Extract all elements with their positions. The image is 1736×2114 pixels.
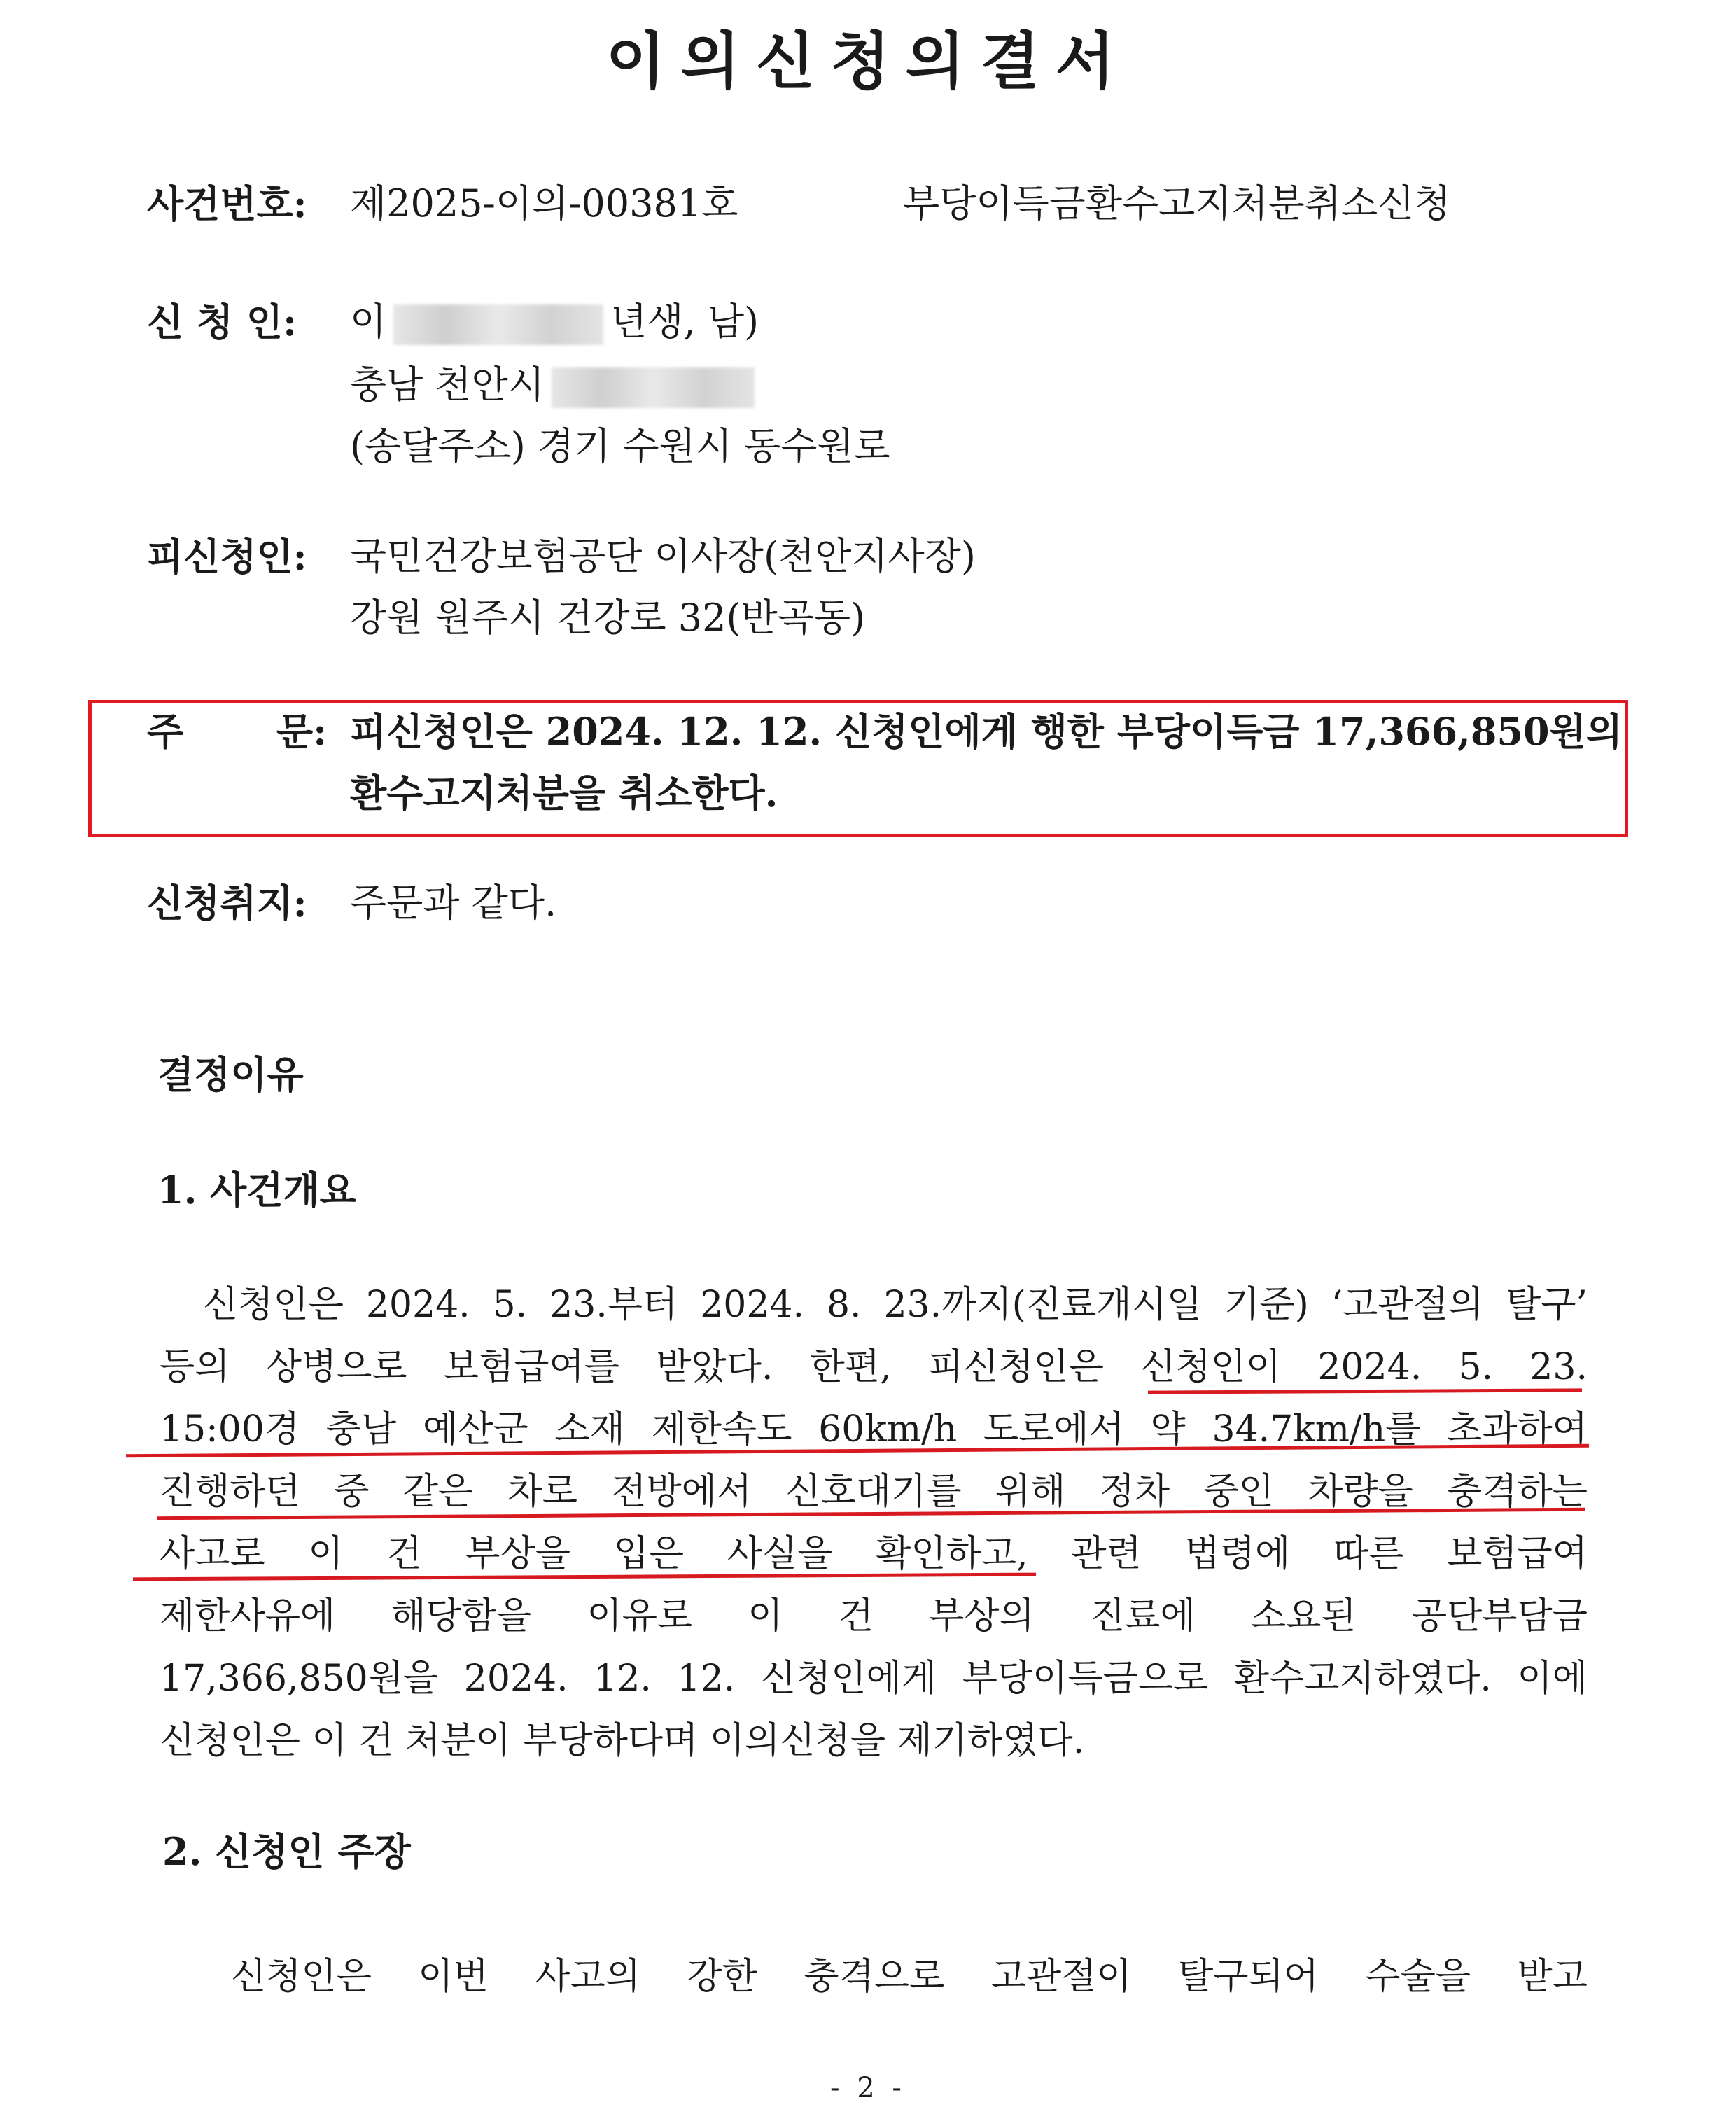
case-subject: 부당이득금환수고지처분취소신청 — [903, 181, 1451, 225]
purpose-label: 신청취지: — [147, 881, 307, 925]
section1-line: 제한사유에 해당함을 이유로 이 건 부상의 진료에 소요된 공단부담금 — [160, 1595, 1588, 1637]
applicant-birth-info: 년생, 남) — [610, 300, 760, 344]
applicant-address-prefix: 충남 천안시 — [350, 363, 545, 407]
page-number: - 2 - — [830, 2072, 906, 2104]
section1-line: 15:00경 충남 예산군 소재 제한속도 60km/h 도로에서 약 34.7km/h를 초과하여 — [160, 1408, 1588, 1450]
section2-heading: 2. 신청인 주장 — [162, 1829, 411, 1874]
section1-line: 사고로 이 건 부상을 입은 사실을 확인하고, 관련 법령에 따른 보험급여 — [160, 1533, 1588, 1575]
case-number: 제2025-이의-00381호 — [350, 181, 738, 225]
redacted-block — [552, 368, 755, 408]
respondent-address: 강원 원주시 건강로 32(반곡동) — [350, 596, 866, 640]
document-title: 이의신청의결서 — [606, 24, 1130, 97]
order-line2: 환수고지처분을 취소한다. — [350, 771, 778, 816]
section1-line: 신청인은 2024. 5. 23.부터 2024. 8. 23.까지(진료개시일 기준) ‘고관절의 탈구’ — [203, 1284, 1588, 1326]
order-label-b: 문: — [276, 709, 328, 754]
section2-line: 신청인은 이번 사고의 강한 충격으로 고관절이 탈구되어 수술을 받고 — [231, 1956, 1588, 1998]
applicant-name-prefix: 이 — [350, 300, 387, 344]
section1-heading: 1. 사건개요 — [158, 1168, 356, 1212]
respondent-name: 국민건강보험공단 이사장(천안지사장) — [350, 534, 976, 578]
purpose-text: 주문과 같다. — [350, 881, 557, 925]
section1-line: 17,366,850원을 2024. 12. 12. 신청인에게 부당이득금으로 환수고지하였다. 이에 — [160, 1658, 1588, 1700]
applicant-delivery-address: (송달주소) 경기 수원시 동수원로 — [350, 424, 890, 468]
reasons-heading: 결정이유 — [158, 1052, 304, 1097]
redacted-block — [393, 304, 603, 345]
section1-line: 진행하던 중 같은 차로 전방에서 신호대기를 위해 정차 중인 차량을 충격하는 — [160, 1471, 1588, 1513]
respondent-label: 피신청인: — [147, 534, 307, 579]
section1-line: 신청인은 이 건 처분이 부당하다며 이의신청을 제기하였다. — [160, 1720, 1085, 1762]
applicant-line1 — [350, 298, 759, 346]
order-label-a: 주 — [147, 709, 184, 754]
section1-line: 등의 상병으로 보험급여를 받았다. 한편, 피신청인은 신청인이 2024. 5. 23. — [160, 1346, 1588, 1388]
applicant-address — [350, 360, 762, 410]
applicant-label: 신 청 인: — [147, 300, 298, 344]
order-line1: 피신청인은 2024. 12. 12. 신청인에게 행한 부당이득금 17,366,850원의 — [350, 709, 1623, 754]
case-number-label: 사건번호: — [147, 181, 307, 226]
